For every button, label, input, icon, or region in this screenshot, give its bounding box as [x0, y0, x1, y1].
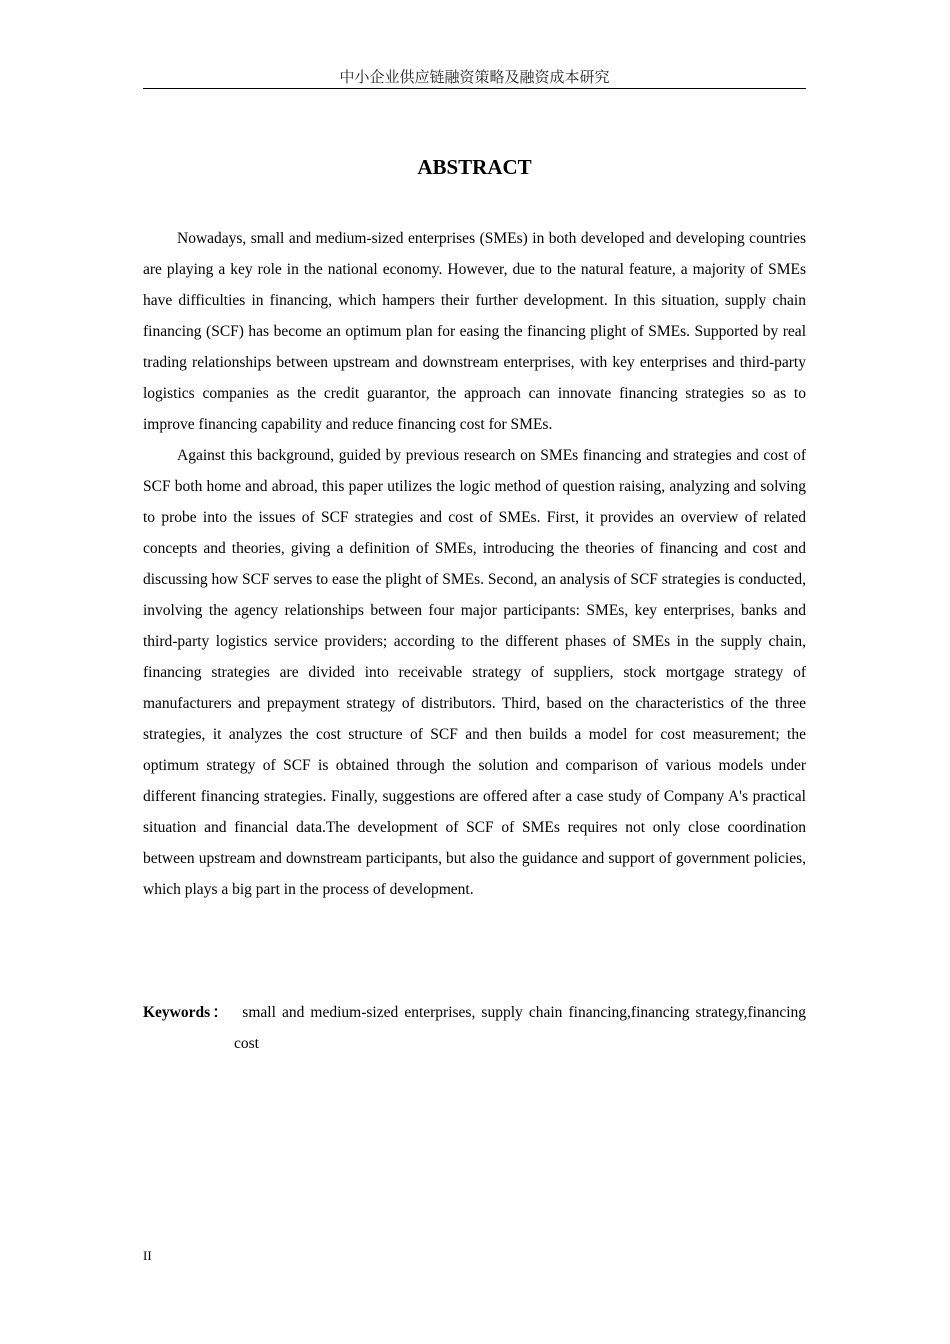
abstract-paragraph: Nowadays, small and medium-sized enterprises (SMEs) in both developed and developing countries are playing a key role in the national economy. However, due to the natural feature, a majority of SMEs have difficulties in financing, which hampers their further development. In this situation, supply chain financing (SCF) has become an optimum plan for easing the financing plight of SMEs. Supported by real trading relationships between upstream and downstream enterprises, with key enterprises and third-party logistics companies as the credit guarantor, the approach can innovate financing strategies so as to improve financing capability and reduce financing cost for SMEs.: [143, 230, 806, 433]
keywords: [143, 997, 806, 1059]
page-number: II: [143, 1248, 152, 1263]
abstract-paragraph: Against this background, guided by previous research on SMEs financing and strategies and cost of SCF both home and abroad, this paper utilizes the logic method of question raising, analyzing and solving to probe into the issues of SCF strategies and cost of SMEs. First, it provides an overview of related concepts and theories, giving a definition of SMEs, introducing the theories of financing and cost and discussing how SCF serves to ease the plight of SMEs. Second, an analysis of SCF strategies is conducted, involving the agency relationships between four major participants: SMEs, key enterprises, banks and third-party logistics service providers; according to the different phases of SMEs in the supply chain, financing strategies are divided into receivable strategy of suppliers, stock mortgage strategy of manufacturers and prepayment strategy of distributors. Third, based on the characteristics of the three strategies, it analyzes the cost structure of SCF and then builds a model for cost measurement; the optimum strategy of SCF is obtained through the solution and comparison of various models under different financing strategies. Finally, suggestions are offered after a case study of Company A's practical situation and financial data.The development of SCF of SMEs requires not only close coordination between upstream and downstream participants, but also the guidance and support of government policies, which plays a big part in the process of development.: [143, 447, 806, 898]
keywords-text: small and medium-sized enterprises, supply chain financing,financing strategy,financing cost: [234, 1004, 807, 1052]
header-rule: [143, 88, 806, 89]
running-header: 中小企业供应链融资策略及融资成本研究: [339, 68, 610, 86]
keywords-colon: ：: [210, 1004, 231, 1021]
abstract-body: [143, 223, 806, 905]
keywords-label: Keywords: [143, 1004, 211, 1021]
abstract-title: ABSTRACT: [417, 155, 532, 179]
